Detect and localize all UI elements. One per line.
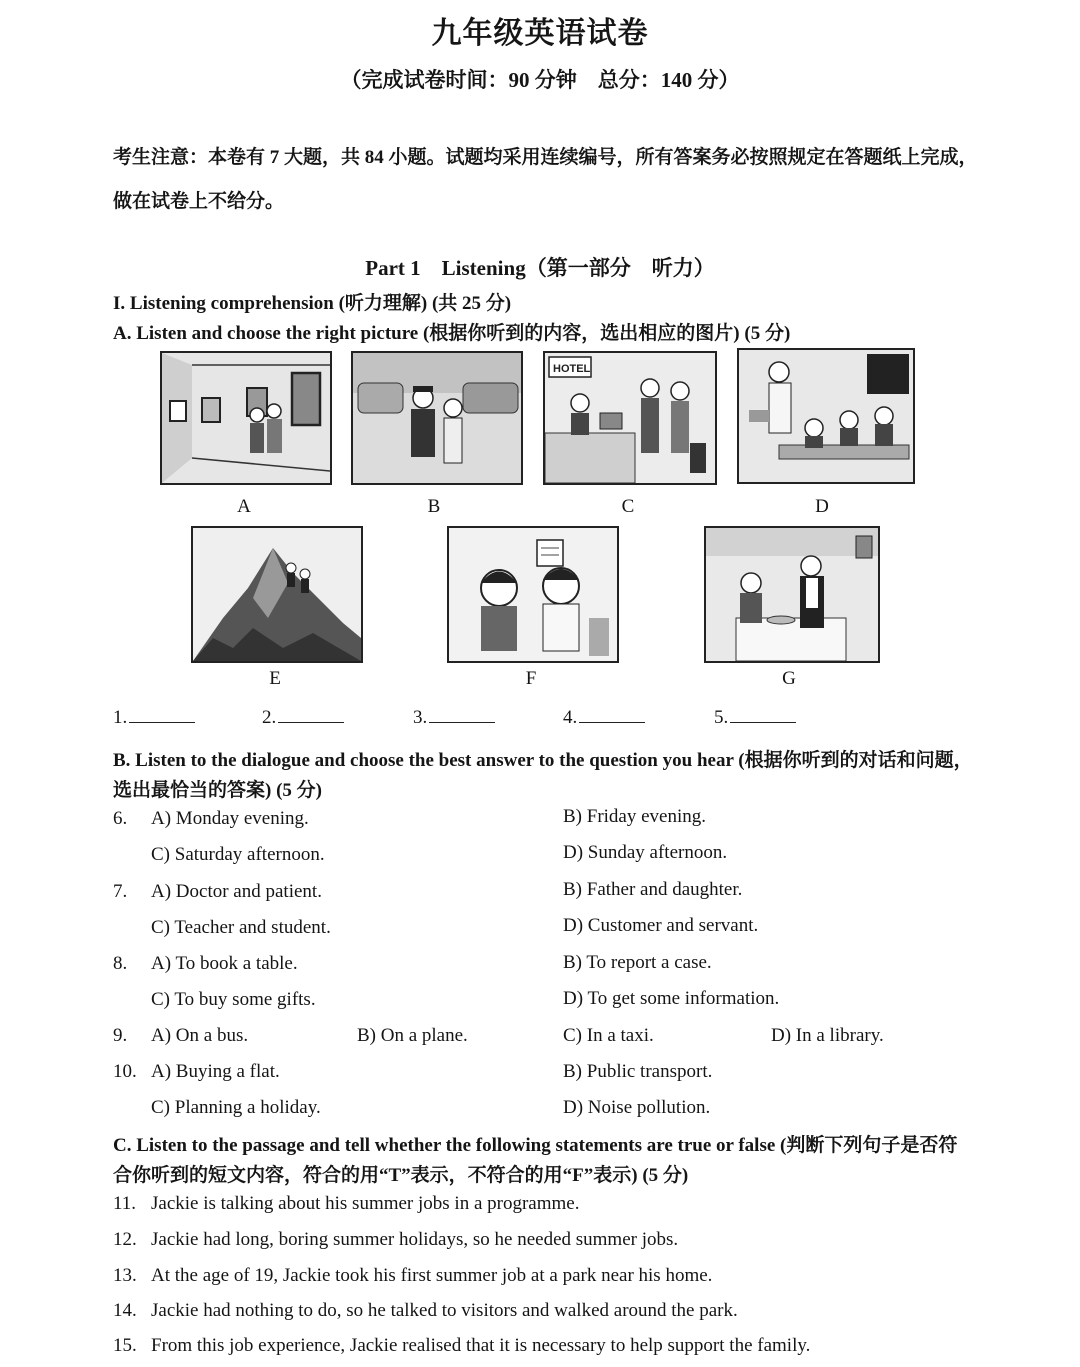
statement-number: 14. (113, 1300, 137, 1321)
statement-text: Jackie is talking about his summer jobs in a programme. (151, 1193, 580, 1214)
question-number: 10. (113, 1061, 137, 1082)
answer-blank-4[interactable]: 4. (563, 704, 645, 729)
option-b[interactable]: B) Public transport. (563, 1061, 713, 1082)
statement-text: At the age of 19, Jackie took his first summer job at a park near his home. (151, 1265, 713, 1286)
picture-label-d: D (815, 496, 829, 517)
statement-text: From this job experience, Jackie realised that it is necessary to help support the family. (151, 1335, 811, 1356)
statement-text: Jackie had nothing to do, so he talked to visitors and walked around the park. (151, 1300, 738, 1321)
police-street-icon (353, 353, 521, 483)
option-a[interactable]: A) To book a table. (151, 953, 298, 974)
police-street-picture (351, 351, 523, 485)
option-b[interactable]: B) On a plane. (357, 1025, 468, 1046)
question-number: 7. (113, 881, 128, 902)
sick-students-picture (447, 526, 619, 663)
exam-title: 九年级英语试卷 (431, 17, 649, 50)
option-b[interactable]: B) Friday evening. (563, 806, 707, 827)
section-a-heading: A. Listen and choose the right picture (根据你听到的内容，选出相应的图片) (5 分) (113, 323, 791, 344)
option-a[interactable]: A) Buying a flat. (151, 1061, 280, 1082)
mountain-climbing-icon (193, 528, 361, 661)
picture-label-b: B (427, 496, 441, 517)
science-classroom-icon (739, 350, 913, 482)
option-c[interactable]: C) To buy some gifts. (151, 989, 316, 1010)
sick-students-icon (449, 528, 617, 661)
option-d[interactable]: D) Sunday afternoon. (563, 842, 728, 863)
answer-blank-3[interactable]: 3. (413, 704, 495, 729)
picture-label-e: E (269, 668, 281, 689)
option-c[interactable]: C) Saturday afternoon. (151, 844, 325, 865)
option-a[interactable]: A) Doctor and patient. (151, 881, 322, 902)
picture-label-g: G (782, 668, 796, 689)
mountain-climbing-picture (191, 526, 363, 663)
option-c[interactable]: C) Teacher and student. (151, 917, 331, 938)
hotel-sign: HOTEL (553, 363, 591, 375)
notice-line-2: 做在试卷上不给分。 (113, 191, 285, 212)
statement-number: 13. (113, 1265, 137, 1286)
art-gallery-picture (160, 351, 332, 485)
hotel-reception-icon (545, 353, 715, 483)
restaurant-waiter-icon (706, 528, 878, 661)
section-c-heading: C. Listen to the passage and tell whether the following statements are true or false (判断下列句子是否符 (113, 1135, 958, 1156)
art-gallery-icon (162, 353, 330, 483)
question-number: 9. (113, 1025, 128, 1046)
science-classroom-picture (737, 348, 915, 484)
picture-label-a: A (237, 496, 251, 517)
restaurant-waiter-picture (704, 526, 880, 663)
option-b[interactable]: B) Father and daughter. (563, 879, 743, 900)
statement-number: 12. (113, 1229, 137, 1250)
question-number: 8. (113, 953, 128, 974)
option-d[interactable]: D) Customer and servant. (563, 915, 759, 936)
option-c[interactable]: C) Planning a holiday. (151, 1097, 321, 1118)
answer-blank-2[interactable]: 2. (262, 704, 344, 729)
exam-subtitle: （完成试卷时间：90 分钟 总分：140 分） (340, 68, 740, 92)
section-c-heading-cont: 合你听到的短文内容，符合的用“T”表示，不符合的用“F”表示) (5 分) (113, 1165, 689, 1186)
option-d[interactable]: D) Noise pollution. (563, 1097, 711, 1118)
answer-blank-5[interactable]: 5. (714, 704, 796, 729)
picture-label-c: C (621, 496, 635, 517)
answer-blank-1[interactable]: 1. (113, 704, 195, 729)
option-d[interactable]: D) To get some information. (563, 988, 780, 1009)
part-title: Part 1 Listening（第一部分 听力） (365, 256, 715, 280)
notice-line-1: 考生注意：本卷有 7 大题，共 84 小题。试题均采用连续编号，所有答案务必按照规定在答题纸上完成， (113, 147, 978, 168)
option-a[interactable]: A) On a bus. (151, 1025, 249, 1046)
option-a[interactable]: A) Monday evening. (151, 808, 309, 829)
statement-text: Jackie had long, boring summer holidays, so he needed summer jobs. (151, 1229, 679, 1250)
picture-label-f: F (525, 668, 537, 689)
section-i-heading: I. Listening comprehension (听力理解) (共 25 分) (113, 293, 512, 314)
option-b[interactable]: B) To report a case. (563, 952, 712, 973)
statement-number: 15. (113, 1335, 137, 1356)
statement-number: 11. (113, 1193, 137, 1214)
option-c[interactable]: C) In a taxi. (563, 1025, 654, 1046)
question-number: 6. (113, 808, 128, 829)
section-b-heading-cont: 选出最恰当的答案) (5 分) (113, 780, 322, 801)
section-b-heading: B. Listen to the dialogue and choose the best answer to the question you hear (根据你听到的对话和问题， (113, 750, 973, 771)
hotel-reception-picture (543, 351, 717, 485)
option-d[interactable]: D) In a library. (771, 1025, 884, 1046)
